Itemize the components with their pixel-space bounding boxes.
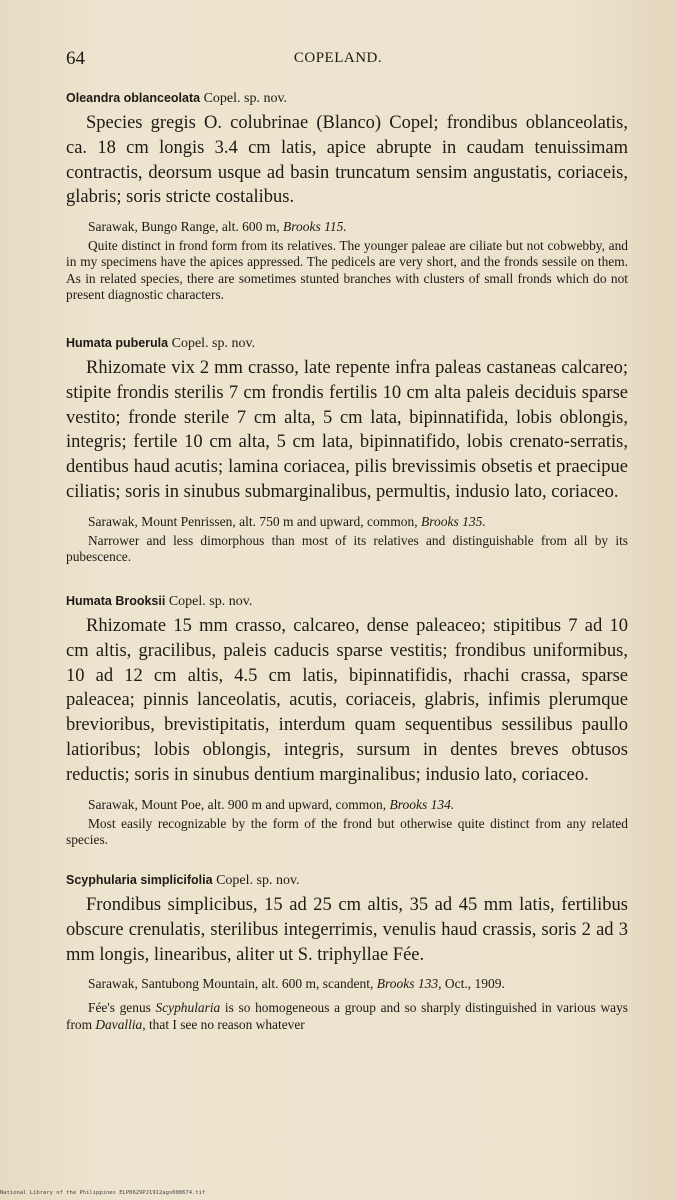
specimen-citation bbox=[88, 797, 628, 813]
citation-locality: Sarawak, Santubong Mountain, alt. 600 m, scandent, bbox=[88, 976, 374, 992]
species-heading bbox=[66, 594, 628, 610]
citation-collector: Brooks 115. bbox=[282, 219, 347, 235]
note-text: , that I see no reason whatever bbox=[142, 1016, 305, 1032]
species-heading bbox=[66, 336, 628, 352]
genus-discussion bbox=[66, 1000, 628, 1032]
species-entry-oleandra bbox=[66, 91, 628, 303]
citation-locality: Sarawak, Bungo Range, alt. 600 m, bbox=[88, 219, 280, 235]
diagnostic-note: Quite distinct in frond form from its relatives. The younger paleae are ciliate but not cobwebby, and in my specimens have the apices appressed. The pedicels are very short, and the fronds sessile on them. As in related species, there are sometimes stunted branches with clusters of small fronds which do not present diagnostic characters. bbox=[66, 238, 628, 302]
species-name: Humata puberula bbox=[66, 336, 169, 350]
running-title: COPELAND. bbox=[293, 50, 383, 66]
species-heading bbox=[66, 91, 628, 107]
species-name: Humata Brooksii bbox=[66, 594, 166, 608]
species-entry-scyphularia bbox=[66, 873, 628, 1033]
species-authority: Copel. sp. nov. bbox=[165, 594, 253, 609]
note-text: is so homogeneous a group and so sharply distinguished in various ways from bbox=[66, 1000, 628, 1032]
species-entry-humata-puberula bbox=[66, 336, 628, 565]
diagnostic-note: Narrower and less dimorphous than most of its relatives and distinguishable from all by its pubescence. bbox=[66, 532, 628, 564]
note-text: Fée's genus bbox=[88, 1000, 156, 1016]
latin-diagnosis: Rhizomate vix 2 mm crasso, late repente infra paleas castaneas calcareo; stipite frondis sterilis 7 cm frondis fertilis 10 cm alta paleis deciduis sparse vestito; fronde sterile 7 cm alta, 5 cm lata, bipinnatifida, lobis oblongis, integris; fertile 10 cm alta, 5 cm lata, bipinnatifido, lobis crenato-serratis, dentibus haud acutis; lamina coriacea, pilis brevissimis obsetis et praecipue ciliatis; soris in sinubus submarginalibus, permultis, indusio lato, coriaceo. bbox=[66, 358, 628, 502]
diagnostic-note: Most easily recognizable by the form of the frond but otherwise quite distinct from any related species. bbox=[66, 815, 628, 847]
genus-name-davallia: Davallia bbox=[95, 1016, 143, 1032]
page-header bbox=[0, 48, 676, 74]
latin-diagnosis: Rhizomate 15 mm crasso, calcareo, dense paleaceo; stipitibus 7 ad 10 cm altis, gracilibus, paleis caducis sparse vestitis; frondibus uniformibus, 10 ad 12 cm altis, 4.5 cm latis, bipinnatifidis, rhachi crassa, sparse paleacea; pinnis lanceolatis, acutis, coriaceis, glabris, infimis plerumque brevioribus, brevistipitatis, interdum quam sequentibus sessilibus paullo latioribus; lobis oblongis, integris, sursum in dentes breves obtusos reductis; soris in sinubus dentium marginalibus; indusio lato, coriaceo. bbox=[66, 616, 628, 785]
latin-diagnosis: Frondibus simplicibus, 15 ad 25 cm altis, 35 ad 45 mm latis, fertilibus obscure crenulatis, sterilibus integerrimis, venulis haud crassis, soris 2 ad 3 mm longis, linearibus, aliter ut S. triphyllae Fée. bbox=[66, 895, 628, 965]
citation-locality: Sarawak, Mount Poe, alt. 900 m and upward, common, bbox=[88, 796, 387, 812]
species-authority: Copel. sp. nov. bbox=[200, 91, 288, 106]
species-entry-humata-brooksii bbox=[66, 594, 628, 848]
species-authority: Copel. sp. nov. bbox=[168, 336, 256, 351]
citation-locality: Sarawak, Mount Penrissen, alt. 750 m and upward, common, bbox=[88, 513, 418, 529]
genus-name-scyphularia: Scyphularia bbox=[155, 1000, 221, 1016]
species-heading bbox=[66, 873, 628, 889]
latin-diagnosis: Species gregis O. colubrinae (Blanco) Copel; frondibus oblanceolatis, ca. 18 cm longis 3.4 cm latis, apice abrupte in caudam tenuissimam contractis, deorsum usque ad basin truncatum sensim angustatis, coriaceis, glabris; soris stricte costalibus. bbox=[66, 113, 628, 208]
citation-collector: Brooks 133, bbox=[376, 976, 442, 992]
species-name: Oleandra oblanceolata bbox=[66, 91, 201, 105]
citation-date: Oct., 1909. bbox=[444, 976, 505, 992]
species-authority: Copel. sp. nov. bbox=[212, 873, 300, 888]
species-name: Scyphularia simplicifolia bbox=[66, 873, 213, 887]
citation-collector: Brooks 134. bbox=[389, 796, 455, 812]
citation-collector: Brooks 135. bbox=[420, 513, 486, 529]
scan-footer: National Library of the Philippines ELP0629PJ1912ags000674.tif bbox=[0, 1190, 206, 1196]
specimen-citation bbox=[88, 976, 628, 992]
specimen-citation bbox=[88, 219, 628, 235]
specimen-citation bbox=[88, 514, 628, 530]
page-number: 64 bbox=[66, 48, 85, 69]
